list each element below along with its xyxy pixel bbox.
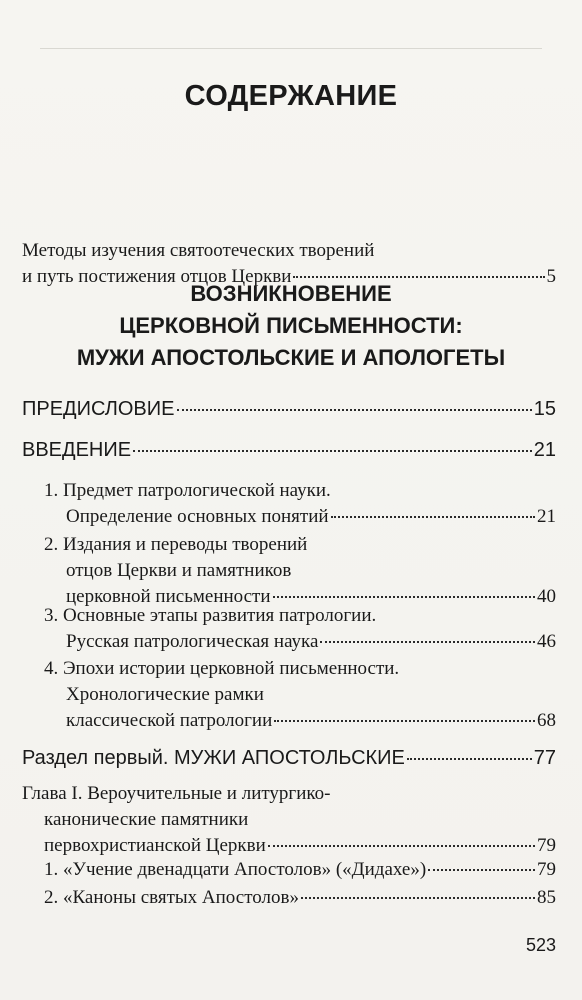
leader-dots [273, 596, 535, 598]
leader-dots [268, 845, 535, 847]
leader-dots [133, 450, 532, 452]
toc-entry-line: 2. Издания и переводы творений [44, 534, 308, 555]
page-ref: 68 [537, 710, 556, 731]
toc-entry-line: классической патрологии [66, 710, 273, 731]
toc-entry-line: церковной письменности [66, 586, 271, 607]
page-ref: 85 [537, 887, 556, 908]
leader-dots [301, 897, 535, 899]
page-ref: 5 [546, 266, 556, 287]
toc-entry-line: Определение основных понятий [66, 506, 329, 527]
page-ref: 21 [533, 439, 556, 461]
section-heading [0, 278, 582, 374]
toc-entry-line: Хронологические рамки [66, 684, 264, 705]
toc-entry-label: ВВЕДЕНИЕ [22, 439, 132, 461]
page-ref: 21 [537, 506, 556, 527]
toc-entry-label: 1. «Учение двенадцати Апостолов» («Дидахе») [44, 859, 427, 880]
page-title: СОДЕРЖАНИЕ [184, 80, 398, 112]
toc-entry-line: Русская патрологическая наука [66, 631, 319, 652]
section-heading-line: ЦЕРКОВНОЙ ПИСЬМЕННОСТИ: [119, 313, 463, 338]
leader-dots [428, 869, 535, 871]
section-heading-line: МУЖИ АПОСТОЛЬСКИЕ И АПОЛОГЕТЫ [76, 345, 506, 370]
toc-entry-line: первохристианской Церкви [44, 835, 266, 856]
toc-entry-label: 2. «Каноны святых Апостолов» [44, 887, 299, 908]
leader-dots [407, 758, 532, 760]
toc-entry-part1 [22, 745, 556, 771]
leader-dots [274, 720, 535, 722]
page-ref: 40 [537, 586, 556, 607]
toc-entry-line: 3. Основные этапы развития патрологии. [44, 605, 377, 626]
toc-entry-line: отцов Церкви и памятников [66, 560, 292, 581]
toc-entry-line: 1. Предмет патрологической науки. [44, 480, 331, 501]
toc-entry-line: 4. Эпохи истории церковной письменности. [44, 658, 400, 679]
leader-dots [320, 641, 535, 643]
toc-subentry-didache [44, 857, 556, 883]
page-ref: 77 [533, 747, 556, 769]
leader-dots [177, 409, 532, 411]
toc-subentry-1 [44, 478, 556, 530]
page-ref: 79 [537, 859, 556, 880]
page-ref: 46 [537, 631, 556, 652]
toc-entry-introduction [22, 437, 556, 463]
toc-subentry-3 [44, 603, 556, 655]
page-ref: 79 [537, 835, 556, 856]
toc-subentry-4 [44, 656, 556, 734]
toc-entry-line: и путь постижения отцов Церкви [22, 266, 292, 287]
page-ref: 15 [533, 398, 556, 420]
toc-entry-preface [22, 396, 556, 422]
toc-subentry-canons [44, 885, 556, 911]
toc-entry-label: Раздел первый. МУЖИ АПОСТОЛЬСКИЕ [22, 747, 405, 769]
toc-subentry-2 [44, 532, 556, 610]
toc-entry-line: Глава I. Вероучительные и литургико- [22, 783, 331, 804]
toc-entry-line: Методы изучения святоотеческих творений [22, 240, 375, 261]
toc-entry-chapter1 [22, 781, 556, 859]
toc-entry-line: канонические памятники [44, 809, 249, 830]
page-number: 523 [525, 935, 556, 955]
section-heading-line: ВОЗНИКНОВЕНИЕ [190, 281, 392, 306]
header-rule [40, 48, 542, 49]
toc-entry-label: ПРЕДИСЛОВИЕ [22, 398, 175, 420]
leader-dots [331, 516, 535, 518]
